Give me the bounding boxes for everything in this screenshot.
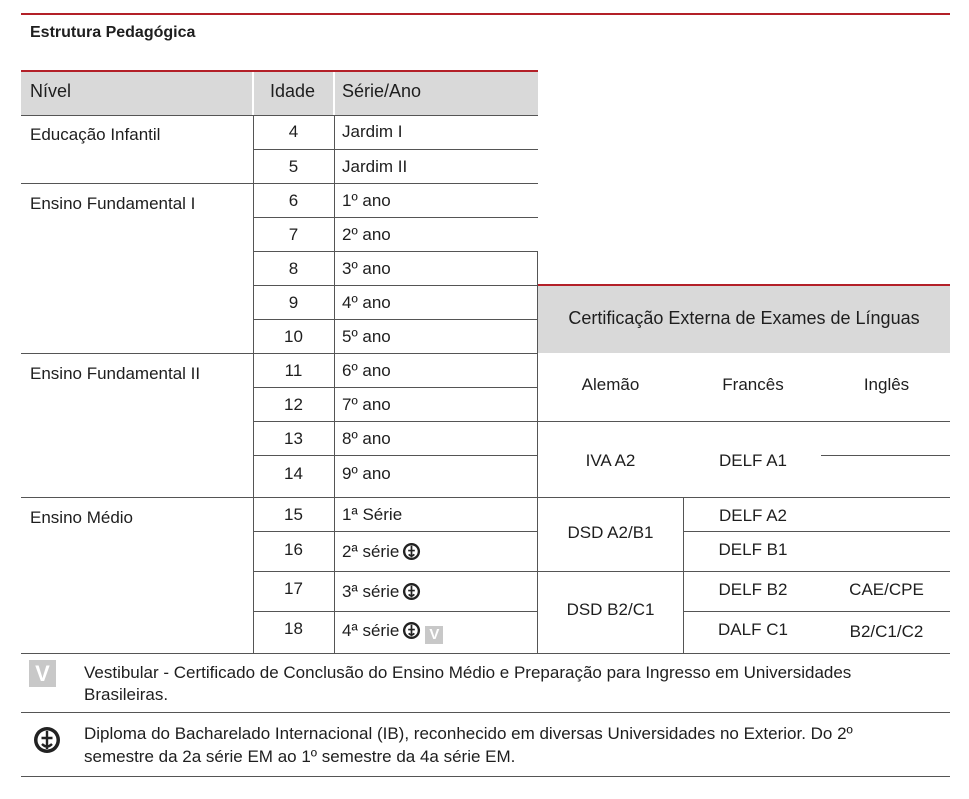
serie-cell: Jardim I	[342, 122, 403, 141]
serie-cell: 3º ano	[342, 259, 391, 278]
ib-legend-line1: Diploma do Bacharelado Internacional (IB), reconhecido em diversas Universidades no Exterior. Do 2º	[84, 724, 853, 743]
serie-text: 2ª série	[342, 542, 400, 561]
serie-cell: 5º ano	[342, 327, 391, 346]
serie-text: 3ª série	[342, 582, 400, 601]
level-label: Ensino Fundamental II	[30, 364, 201, 383]
row-divider	[253, 149, 538, 150]
ingles-empty-divider	[821, 455, 950, 456]
row-divider	[253, 455, 538, 456]
age-cell: 8	[288, 259, 299, 278]
row-divider	[253, 387, 538, 388]
column-divider	[253, 115, 254, 653]
serie-cell: 7º ano	[342, 395, 391, 414]
serie-cell: 8º ano	[342, 429, 391, 448]
ib-logo-icon	[402, 582, 421, 601]
serie-cell: 1º ano	[342, 191, 391, 210]
age-cell: 18	[284, 619, 303, 638]
row-divider	[253, 217, 538, 218]
serie-cell: 4º ano	[342, 293, 391, 312]
header-divider	[252, 72, 254, 115]
vestibular-badge-icon: V	[425, 626, 443, 644]
header-nivel: Nível	[30, 81, 72, 101]
row-divider	[21, 183, 538, 184]
vestibular-legend-line2: Brasileiras.	[84, 685, 169, 704]
row-divider	[253, 285, 538, 286]
age-cell: 14	[284, 464, 303, 483]
cert-frances-cell: DELF A2	[718, 506, 788, 525]
age-cell: 7	[288, 225, 299, 244]
level-label: Ensino Médio	[30, 508, 134, 527]
serie-cell	[342, 582, 421, 602]
cert-col-ingles: Inglês	[863, 375, 910, 394]
vestibular-icon: V	[29, 660, 56, 687]
legend-bottom-rule	[21, 776, 950, 777]
age-cell: 11	[284, 361, 303, 380]
age-cell: 5	[288, 157, 299, 176]
top-rule	[21, 13, 950, 15]
ib-logo-icon	[402, 621, 421, 640]
cert-frances-cell: DELF B1	[718, 540, 788, 559]
serie-cell: 9º ano	[342, 464, 391, 483]
serie-text: 4ª série	[342, 621, 400, 640]
level-label: Educação Infantil	[30, 125, 161, 144]
row-divider	[253, 611, 538, 612]
header-idade: Idade	[270, 81, 316, 101]
legend-divider	[21, 712, 950, 713]
legend-top-rule	[21, 653, 950, 654]
age-cell: 17	[284, 579, 303, 598]
cert-divider	[683, 611, 950, 612]
cert-alemao-cell: DSD B2/C1	[566, 600, 655, 619]
row-divider	[253, 531, 538, 532]
ib-logo-icon	[402, 542, 421, 561]
cert-ingles-cell: B2/C1/C2	[849, 622, 924, 641]
serie-cell: Jardim II	[342, 157, 408, 176]
serie-cell: 1ª Série	[342, 505, 403, 524]
cert-frances-cell: DELF B2	[718, 580, 788, 599]
serie-cell	[342, 621, 443, 644]
cert-column-divider	[683, 497, 684, 653]
serie-cell: 6º ano	[342, 361, 391, 380]
ib-logo-icon	[33, 726, 61, 754]
age-cell: 16	[284, 540, 303, 559]
row-divider	[21, 497, 950, 498]
page-title: Estrutura Pedagógica	[30, 24, 196, 41]
header-serie: Série/Ano	[342, 81, 422, 101]
row-divider	[253, 251, 538, 252]
column-divider	[334, 115, 335, 653]
cert-frances-cell: DELF A1	[718, 451, 788, 470]
row-divider	[253, 421, 950, 422]
serie-cell	[342, 542, 421, 562]
cert-col-frances: Francês	[722, 375, 784, 394]
header-divider	[333, 72, 335, 115]
cert-title: Certificação Externa de Exames de Línguas	[568, 308, 920, 328]
vestibular-legend-line1: Vestibular - Certificado de Conclusão do Ensino Médio e Preparação para Ingresso em Universidades	[84, 663, 852, 682]
age-cell: 6	[288, 191, 299, 210]
cert-alemao-cell: IVA A2	[585, 451, 636, 470]
age-cell: 13	[284, 429, 303, 448]
frances-divider	[683, 531, 950, 532]
serie-cell: 2º ano	[342, 225, 391, 244]
row-divider	[21, 115, 538, 116]
age-cell: 12	[284, 395, 303, 414]
ib-legend-line2: semestre da 2a série EM ao 1º semestre da 4a série EM.	[84, 747, 516, 766]
level-label: Ensino Fundamental I	[30, 194, 196, 213]
age-cell: 15	[284, 505, 303, 524]
age-cell: 4	[288, 122, 299, 141]
cert-ingles-cell: CAE/CPE	[849, 580, 924, 599]
row-divider	[21, 353, 538, 354]
row-divider	[253, 319, 538, 320]
age-cell: 10	[284, 327, 303, 346]
row-divider	[253, 571, 950, 572]
cert-col-alemao: Alemão	[581, 375, 640, 394]
cert-alemao-cell: DSD A2/B1	[567, 523, 654, 542]
cert-frances-cell: DALF C1	[718, 620, 788, 639]
age-cell: 9	[288, 293, 299, 312]
